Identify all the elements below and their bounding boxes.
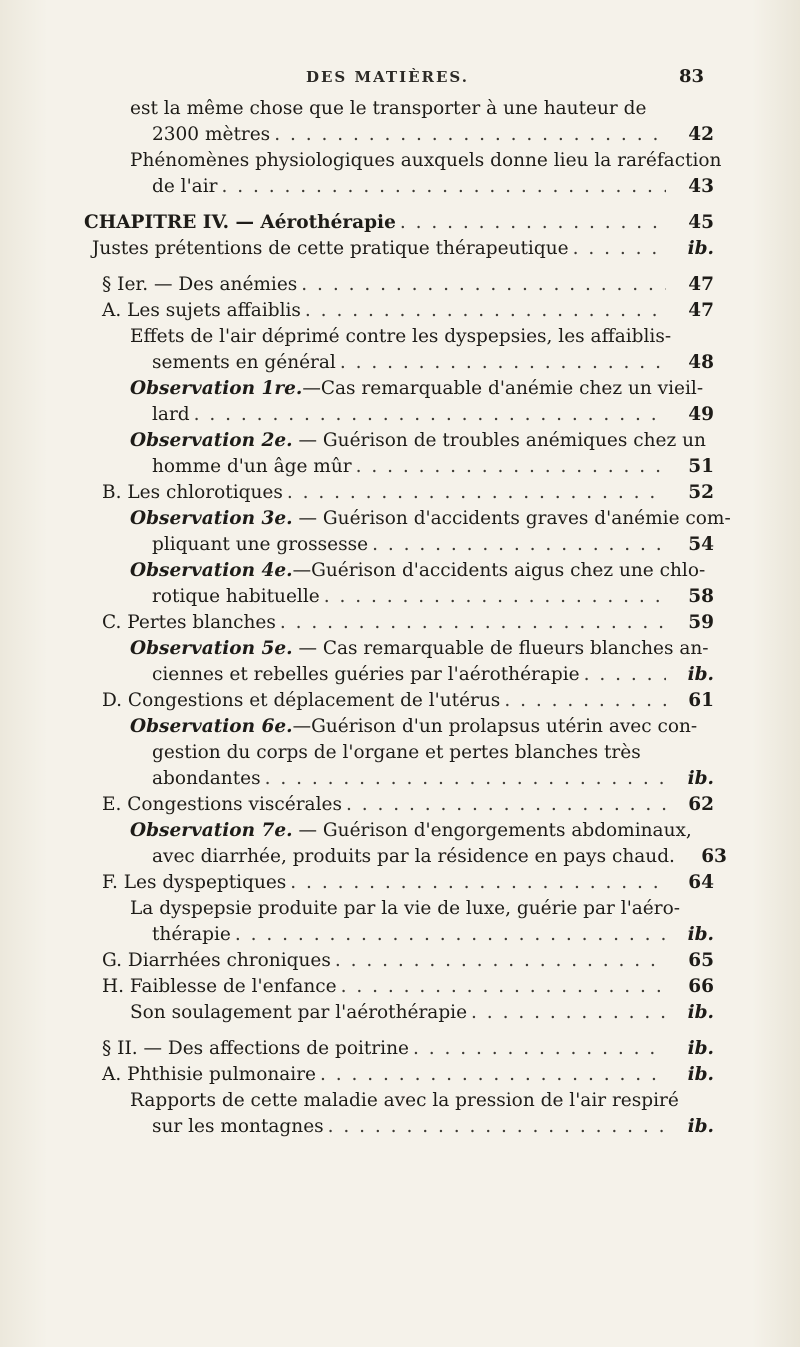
toc-page-number: 66 [688, 976, 714, 997]
toc-entry-text [152, 454, 352, 480]
toc-entry-title: C. Pertes blanches [102, 612, 276, 633]
section-gap [84, 262, 714, 272]
toc-page-number: 63 [701, 846, 727, 867]
toc-entry-title: E. Congestions viscérales [102, 794, 342, 815]
toc-entry-line [84, 558, 714, 584]
toc-entry [84, 1036, 714, 1062]
toc-entry-line [84, 324, 714, 350]
section-gap [84, 200, 714, 210]
leader-dots [301, 272, 666, 298]
toc-entry-text [102, 298, 301, 324]
toc-entry-text [130, 558, 705, 584]
toc-entry-title: Justes prétentions de cette pratique thérapeutique [92, 238, 569, 259]
toc-entry [84, 96, 714, 148]
leader-dots [400, 210, 666, 236]
toc-entry-line [84, 714, 714, 740]
toc-entry-text [152, 922, 231, 948]
toc-entry-last-line [84, 766, 714, 792]
toc-entry-title: H. Faiblesse de l'enfance [102, 976, 337, 997]
toc-entry [84, 506, 731, 558]
toc-entry-title: F. Les dyspeptiques [102, 872, 287, 893]
toc-entry-last-line [84, 610, 714, 636]
toc-page-number: ib. [687, 924, 714, 945]
toc-entry-title: D. Congestions et déplacement de l'utérus [102, 690, 501, 711]
toc-entry-last-line [84, 350, 714, 376]
leader-dots [573, 236, 666, 262]
toc-entry-line [84, 96, 714, 122]
page-header [96, 66, 704, 94]
toc-entry [84, 210, 714, 236]
toc-entry-text [102, 974, 337, 1000]
toc-entry-line [84, 376, 714, 402]
toc-entry-title: sur les montagnes [152, 1116, 324, 1137]
toc-entry-title: B. Les chlorotiques [102, 482, 283, 503]
leader-dots [335, 948, 666, 974]
toc-entry [84, 148, 722, 200]
toc-entry-title: de l'air [152, 176, 218, 197]
leader-dots [320, 1062, 666, 1088]
toc-entry-title: abondantes [152, 768, 261, 789]
leader-dots [235, 922, 666, 948]
toc-entry-title: Rapports de cette maladie avec la pression de l'air respiré [130, 1090, 679, 1111]
leader-dots [328, 1114, 666, 1140]
toc-entry-title: La dyspepsie produite par la vie de luxe, guérie par l'aéro- [130, 898, 680, 919]
toc-entry [84, 298, 714, 324]
toc-page-number: ib. [687, 1038, 714, 1059]
toc-entry [84, 376, 714, 428]
toc-entry-last-line [84, 272, 714, 298]
toc-entry-text [130, 428, 706, 454]
toc-entry [84, 714, 714, 792]
toc-entry-last-line [84, 298, 714, 324]
toc-entry [84, 870, 714, 896]
toc-entry-title: Effets de l'air déprimé contre les dyspepsies, les affaiblis- [130, 326, 672, 347]
toc-entry-last-line [84, 454, 714, 480]
observation-label: Observation 1re. [130, 378, 303, 399]
toc-entry-text [130, 148, 721, 174]
toc-entry-last-line [84, 662, 714, 688]
toc-page-number: 65 [688, 950, 714, 971]
toc-page-number: 51 [688, 456, 714, 477]
toc-entry [84, 636, 714, 688]
toc-entry [84, 1088, 714, 1140]
toc-entry-text [130, 896, 680, 922]
toc-entry-text [130, 324, 671, 350]
toc-entry-title: sements en général [152, 352, 336, 373]
toc-entry-text [102, 1062, 316, 1088]
toc-entry-line [84, 636, 714, 662]
toc-page-number: 47 [688, 274, 714, 295]
toc-entry-text [130, 376, 703, 402]
toc-entry-title: est la même chose que le transporter à une hauteur de [130, 98, 647, 119]
toc-entry-line [84, 818, 714, 844]
toc-page-number: 62 [688, 794, 714, 815]
toc-entry [84, 1000, 714, 1026]
toc-entry-last-line [84, 844, 727, 870]
toc-entry-text [130, 506, 731, 532]
toc-entry-title: pliquant une grossesse [152, 534, 369, 555]
toc-entry-text [152, 662, 580, 688]
toc-entry [84, 1062, 714, 1088]
toc-entry-last-line [84, 480, 714, 506]
toc-entry-text [130, 96, 646, 122]
toc-entry-line [84, 428, 714, 454]
toc-entry-title: A. Les sujets affaiblis [102, 300, 301, 321]
leader-dots [194, 402, 666, 428]
leader-dots [372, 532, 666, 558]
toc-entry-title: thérapie [152, 924, 231, 945]
toc-entry-title: Phénomènes physiologiques auxquels donne lieu la raréfaction [130, 150, 722, 171]
toc-entry-text [130, 714, 697, 740]
toc-entry-text [152, 402, 190, 428]
toc-entry-text [102, 272, 297, 298]
toc-entry-last-line [84, 974, 714, 1000]
toc-entry [84, 688, 714, 714]
leader-dots [346, 792, 666, 818]
toc-entry-line [84, 506, 731, 532]
toc-entry-text [152, 350, 336, 376]
toc-page-number: 45 [688, 212, 714, 233]
leader-dots [274, 122, 666, 148]
toc-entry [84, 480, 714, 506]
toc-entry-last-line [84, 236, 714, 262]
toc-entry-last-line [84, 1036, 714, 1062]
toc-entry-line [84, 1088, 714, 1114]
toc-entry-title: —Guérison d'accidents aigus chez une chlo- [292, 560, 706, 581]
toc-entry-text [152, 122, 270, 148]
observation-label: Observation 3e. [130, 508, 293, 529]
toc-entry [84, 792, 714, 818]
leader-dots [287, 480, 666, 506]
table-of-contents [84, 96, 731, 1140]
leader-dots [305, 298, 666, 324]
toc-entry-text [84, 210, 396, 236]
toc-entry-title: — Guérison de troubles anémiques chez un [292, 430, 706, 451]
observation-label: Observation 4e. [130, 560, 293, 581]
toc-entry [84, 558, 714, 610]
toc-entry-text [152, 766, 261, 792]
leader-dots [324, 584, 666, 610]
toc-entry-last-line [84, 922, 714, 948]
leader-dots [341, 974, 666, 1000]
observation-label: Observation 2e. [130, 430, 293, 451]
toc-entry-text [130, 1088, 679, 1114]
leader-dots [413, 1036, 666, 1062]
toc-entry-text [102, 1036, 409, 1062]
toc-entry-title: ciennes et rebelles guéries par l'aérothérapie [152, 664, 580, 685]
observation-label: Observation 6e. [130, 716, 293, 737]
toc-entry-line [84, 896, 714, 922]
toc-page-number: 43 [688, 176, 714, 197]
toc-entry-text [102, 870, 286, 896]
leader-dots [356, 454, 666, 480]
leader-dots [504, 688, 666, 714]
toc-entry-title: —Guérison d'un prolapsus utérin avec con- [292, 716, 698, 737]
leader-dots [471, 1000, 666, 1026]
toc-page-number: 59 [688, 612, 714, 633]
toc-entry-title: — Guérison d'accidents graves d'anémie com- [292, 508, 731, 529]
toc-entry-title: G. Diarrhées chroniques [102, 950, 331, 971]
toc-entry [84, 974, 714, 1000]
leader-dots [340, 350, 666, 376]
toc-entry-title: avec diarrhée, produits par la résidence en pays chaud. [152, 846, 675, 867]
toc-page-number: 52 [688, 482, 714, 503]
toc-entry-title: homme d'un âge mûr [152, 456, 352, 477]
toc-page-number: ib. [687, 1064, 714, 1085]
toc-page-number: ib. [687, 1116, 714, 1137]
toc-entry [84, 324, 714, 376]
running-title: DES MATIÈRES. [305, 68, 469, 86]
toc-entry-text [102, 480, 283, 506]
toc-entry [84, 610, 714, 636]
toc-entry-last-line [84, 1062, 714, 1088]
toc-page-number: 49 [688, 404, 714, 425]
toc-page-number: 61 [688, 690, 714, 711]
toc-page-number: ib. [687, 238, 714, 259]
toc-entry-title: A. Phthisie pulmonaire [102, 1064, 316, 1085]
leader-dots [265, 766, 666, 792]
leader-dots [280, 610, 666, 636]
observation-label: Observation 5e. [130, 638, 293, 659]
toc-entry [84, 272, 714, 298]
toc-entry-last-line [84, 1000, 714, 1026]
toc-page-number: 47 [688, 300, 714, 321]
toc-entry-text [152, 584, 320, 610]
toc-entry-text [152, 1114, 324, 1140]
toc-entry-text [130, 818, 692, 844]
toc-entry-title: —Cas remarquable d'anémie chez un vieil- [302, 378, 704, 399]
toc-page-number: ib. [687, 768, 714, 789]
toc-entry-title: gestion du corps de l'organe et pertes blanches très [152, 742, 641, 763]
toc-entry-last-line [84, 532, 714, 558]
toc-entry-text [152, 174, 217, 200]
toc-entry-title: — Guérison d'engorgements abdominaux, [292, 820, 692, 841]
toc-entry [84, 948, 714, 974]
toc-entry-text [152, 532, 368, 558]
toc-entry-last-line [84, 210, 714, 236]
toc-entry-last-line [84, 948, 714, 974]
toc-entry-title: § Ier. — Des anémies [102, 274, 298, 295]
page-number: 83 [678, 66, 704, 87]
toc-entry-text [102, 792, 342, 818]
toc-entry-last-line [84, 402, 714, 428]
toc-entry-text [92, 236, 569, 262]
section-gap [84, 1026, 714, 1036]
toc-entry [84, 236, 714, 262]
toc-entry-title: § II. — Des affections de poitrine [102, 1038, 409, 1059]
toc-entry-text [102, 610, 276, 636]
leader-dots [290, 870, 666, 896]
toc-entry-last-line [84, 792, 714, 818]
toc-entry-text [130, 636, 709, 662]
toc-entry-line [84, 148, 722, 174]
toc-page-number: 58 [688, 586, 714, 607]
leader-dots [584, 662, 666, 688]
toc-page-number: 64 [688, 872, 714, 893]
toc-entry [84, 428, 714, 480]
toc-entry-text [152, 844, 675, 870]
toc-entry-last-line [84, 122, 714, 148]
toc-entry-text [102, 948, 331, 974]
toc-entry-title: 2300 mètres [152, 124, 271, 145]
toc-entry-text [102, 688, 500, 714]
toc-entry-last-line [84, 584, 714, 610]
toc-entry-title: — Cas remarquable de flueurs blanches an- [292, 638, 709, 659]
toc-entry-title: CHAPITRE IV. — Aérothérapie [84, 212, 396, 233]
toc-page-number: 48 [688, 352, 714, 373]
toc-entry-last-line [84, 688, 714, 714]
toc-entry-last-line [84, 1114, 714, 1140]
toc-entry-last-line [84, 174, 714, 200]
leader-dots [221, 174, 666, 200]
toc-page-number: ib. [687, 664, 714, 685]
toc-entry-title: rotique habituelle [152, 586, 320, 607]
toc-entry [84, 818, 727, 870]
toc-entry [84, 896, 714, 948]
toc-page-number: 54 [688, 534, 714, 555]
toc-entry-text [152, 740, 641, 766]
toc-entry-line [84, 740, 714, 766]
observation-label: Observation 7e. [130, 820, 293, 841]
toc-page-number: 42 [688, 124, 714, 145]
toc-page-number: ib. [687, 1002, 714, 1023]
toc-entry-last-line [84, 870, 714, 896]
toc-entry-text [130, 1000, 467, 1026]
toc-entry-title: lard [152, 404, 190, 425]
toc-entry-title: Son soulagement par l'aérothérapie [130, 1002, 468, 1023]
